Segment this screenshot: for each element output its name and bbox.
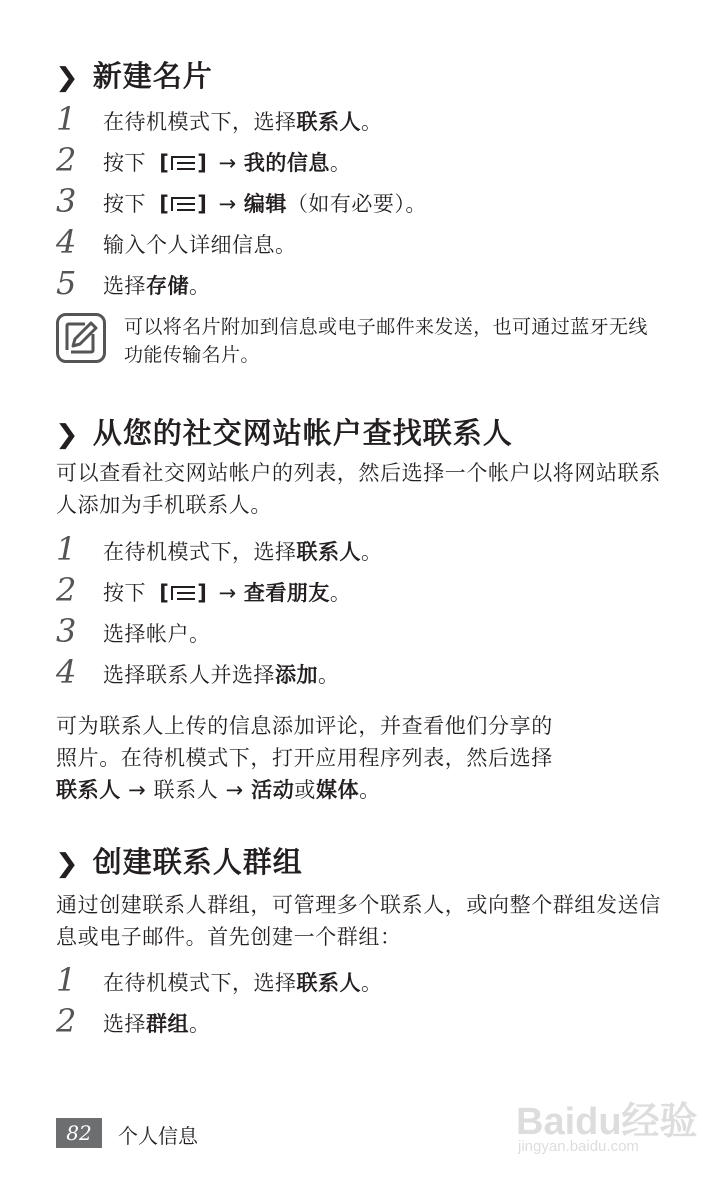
menu-key-icon: [171, 156, 195, 172]
chevron-icon: ❯: [54, 420, 80, 450]
note-box: [56, 313, 666, 373]
chevron-icon: ❯: [54, 63, 80, 93]
baidu-watermark: Baidu经验 jingyan.baidu.com: [516, 1101, 698, 1155]
menu-key-icon: [171, 197, 195, 213]
chevron-icon: ❯: [54, 849, 80, 879]
note-text: 可以将名片附加到信息或电子邮件来发送，也可通过蓝牙无线功能传输名片。: [124, 316, 648, 366]
section2-intro: 可以查看社交网站帐户的列表，然后选择一个帐户以将网站联系人添加为手机联系人。: [56, 461, 661, 517]
note-pencil-icon: [56, 313, 106, 363]
page-number: 82: [56, 1118, 102, 1148]
manual-page: ❯ 新建名片 1 在待机模式下，选择联系人。 2 按下 [ ] → 我的信息。 3 按下 [ ] → 编辑（如有必要）。 4 输入个人详细信息。 5 选择存储。 可以将名片附加到信息或电子邮件来发送，也可通过蓝牙无线功能传输名片。 ❯ 从您的社交网站帐户查找联系人 可以查看社交网站帐户的列表，然后选择一个帐户以将网站联系人添加为手机联系人。 1 在待机模式下，选择联系人。 2 按下 [ ] → 查看朋友。 3 选择帐户。 4 选择联系人并选择添加。 可为联系人上传的信息添加评论，并查看他们分享的 照片。在待机模式下，打开应用程序列表，然后选择 联系人 → 联系人 → 活动或媒体。 ❯ 创建联系人群组 通过创建联系人群组，可管理多个联系人，或向整个群组发送信息或电子邮件。首先创建一个群组： 1 在待机模式下，选择联系人。 2 选择群组。 82 个人信息 Baidu经验 jingyan.baidu.com: [0, 0, 726, 1191]
section-heading-social-contacts: ❯ 从您的社交网站帐户查找联系人: [54, 416, 513, 450]
footer-section-label: 个人信息: [118, 1124, 198, 1148]
section3-intro: 通过创建联系人群组，可管理多个联系人，或向整个群组发送信息或电子邮件。首先创建一个群组：: [56, 893, 661, 949]
menu-key-icon: [171, 586, 195, 602]
section-heading-new-card: ❯ 新建名片: [54, 59, 213, 93]
section2-comment-paragraph: 可为联系人上传的信息添加评论，并查看他们分享的 照片。在待机模式下，打开应用程序列表，然后选择 联系人 → 联系人 → 活动或媒体。: [56, 714, 553, 802]
section-heading-create-group: ❯ 创建联系人群组: [54, 845, 303, 879]
